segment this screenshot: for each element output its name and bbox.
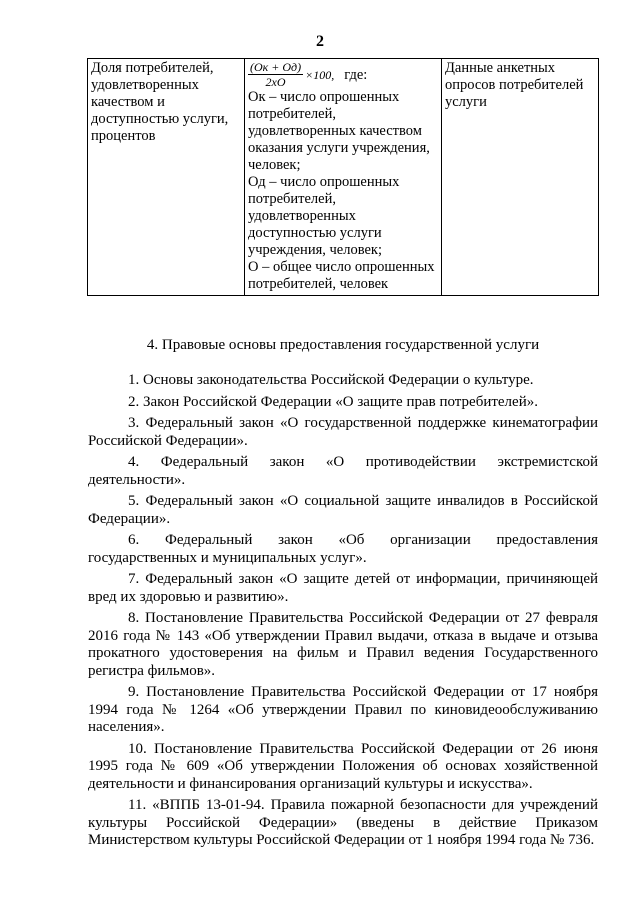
page-number: 2 <box>316 33 324 50</box>
list-item: 5. Федеральный закон «О социальной защите инвалидов в Российской Федерации». <box>88 493 598 527</box>
definition-od: Од – число опрошенных потребителей, удовлетворенных доступностью услуги учреждения, человек; <box>248 174 400 258</box>
definition-o: О – общее число опрошенных потребителей, человек <box>248 259 435 292</box>
definition-ok: Ок – число опрошенных потребителей, удовлетворенных качеством оказания услуги учреждения, человек; <box>248 89 430 173</box>
data-source-cell <box>442 59 599 296</box>
data-source: Данные анкетных опросов потребителей услуги <box>445 60 584 110</box>
legal-basis-list <box>88 372 598 854</box>
table-row <box>88 59 599 296</box>
list-item: 1. Основы законодательства Российской Федерации о культуре. <box>128 372 534 388</box>
formula-denominator: 2хО <box>265 75 286 89</box>
indicator-table <box>87 58 599 296</box>
indicator-name-cell <box>88 59 245 296</box>
list-item: 7. Федеральный закон «О защите детей от информации, причиняющей вред их здоровью и развитию». <box>88 571 598 605</box>
formula-where: где: <box>344 66 368 83</box>
indicator-name: Доля потребителей, удовлетворенных качеством и доступностью услуги, процентов <box>91 60 229 144</box>
list-item: 11. «ВППБ 13-01-94. Правила пожарной безопасности для учреждений культуры Российской Федерации» (введены в действие Приказом Министерством культуры Российской Федерации от 1 ноября 1994 года № 736. <box>88 797 598 848</box>
list-item: 6. Федеральный закон «Об организации предоставления государственных и муниципальных услуг». <box>88 532 598 566</box>
formula-numerator: (Ок + Од) <box>250 60 302 74</box>
list-item: 8. Постановление Правительства Российской Федерации от 27 февраля 2016 года № 143 «Об утверждении Правил выдачи, отказа в выдаче и отзыва прокатного удостоверения на фильм и Правил ведения Государственного регистра фильмов». <box>88 610 598 679</box>
list-item: 9. Постановление Правительства Российской Федерации от 17 ноября 1994 года № 1264 «Об утверждении Правил по киновидеообслуживанию населения». <box>88 684 598 735</box>
formula-fraction <box>248 60 303 89</box>
list-item: 4. Федеральный закон «О противодействии экстремистской деятельности». <box>88 454 598 488</box>
formula-multiplier: ×100, <box>305 67 335 82</box>
formula <box>248 60 438 89</box>
list-item: 3. Федеральный закон «О государственной поддержке кинематографии Российской Федерации». <box>88 415 598 449</box>
formula-cell <box>245 59 442 296</box>
section-title: 4. Правовые основы предоставления государственной услуги <box>146 337 540 353</box>
list-item: 2. Закон Российской Федерации «О защите прав потребителей». <box>128 393 538 410</box>
list-item: 10. Постановление Правительства Российской Федерации от 26 июня 1995 года № 609 «Об утверждении Положения об основах хозяйственной деятельности и финансирования организаций культуры и искусства». <box>88 740 598 792</box>
